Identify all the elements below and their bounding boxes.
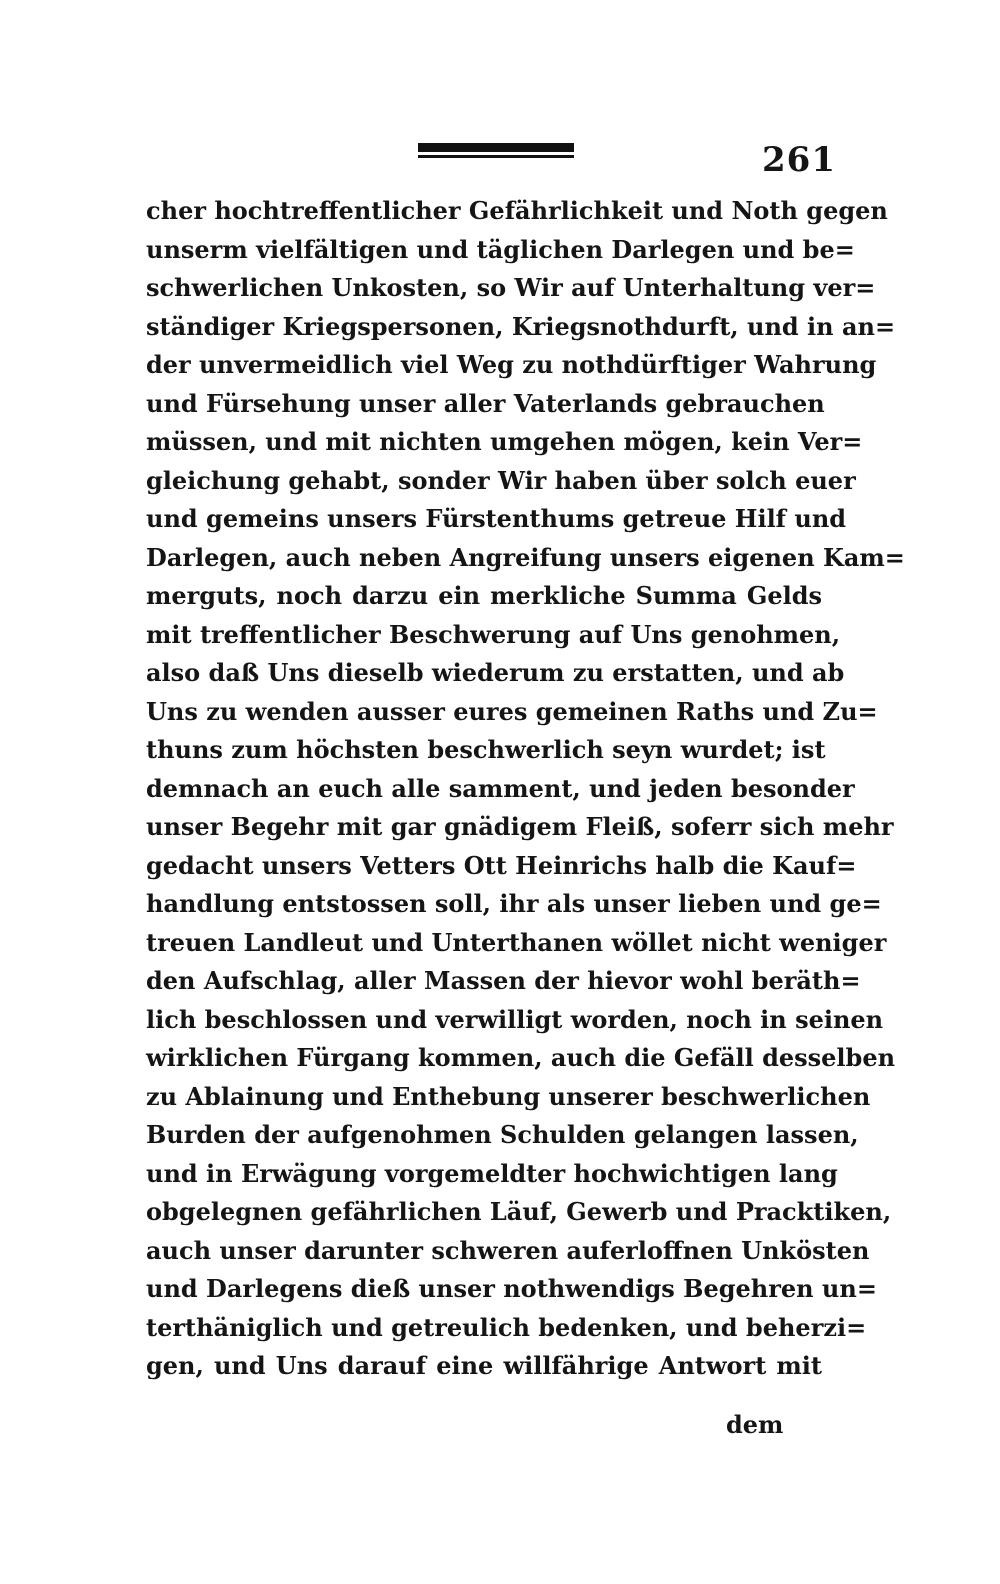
- text-line: handlung entstossen soll, ihr als unser lieben und ge=: [146, 889, 882, 918]
- text-line: terthäniglich und getreulich bedenken, und beherzi=: [146, 1312, 867, 1342]
- text-line: treuen Landleut und Unterthanen wöllet nicht weniger: [146, 927, 887, 957]
- text-line: gleichung gehabt, sonder Wir haben über solch euer: [146, 465, 856, 495]
- text-line: zu Ablainung und Enthebung unserer beschwerlichen: [146, 1081, 871, 1111]
- header-rule-thin: [418, 155, 574, 158]
- text-line: also daß Uns dieselb wiederum zu erstatten, und ab: [146, 658, 845, 687]
- text-line: und Fürsehung unser aller Vaterlands gebrauchen: [146, 388, 825, 418]
- text-line: merguts, noch darzu ein merkliche Summa Gelds: [146, 581, 822, 610]
- text-line: Darlegen, auch neben Angreifung unsers eigenen Kam=: [146, 542, 905, 572]
- body-text: [146, 192, 905, 1386]
- text-line: thuns zum höchsten beschwerlich seyn wurdet; ist: [146, 735, 826, 764]
- page-number: 261: [762, 140, 836, 180]
- text-line: und Darlegens dieß unser nothwendigs Begehren un=: [146, 1274, 877, 1303]
- text-line: obgelegnen gefährlichen Läuf, Gewerb und Pracktiken,: [146, 1197, 892, 1226]
- text-line: den Aufschlag, aller Massen der hievor wohl beräth=: [146, 966, 861, 995]
- text-line: gen, und Uns darauf eine willfährige Antwort mit: [146, 1351, 822, 1380]
- text-line: der unvermeidlich viel Weg zu nothdürftiger Wahrung: [146, 350, 877, 379]
- text-line: Uns zu wenden ausser eures gemeinen Raths und Zu=: [146, 696, 878, 726]
- text-line: und gemeins unsers Fürstenthums getreue Hilf und: [146, 504, 847, 533]
- text-line: ständiger Kriegspersonen, Kriegsnothdurft, und in an=: [146, 311, 896, 341]
- text-line: schwerlichen Unkosten, so Wir auf Unterhaltung ver=: [146, 273, 876, 302]
- text-line: wirklichen Fürgang kommen, auch die Gefäll desselben: [146, 1043, 896, 1072]
- text-line: mit treffentlicher Beschwerung auf Uns genohmen,: [146, 619, 841, 649]
- text-line: demnach an euch alle samment, und jeden besonder: [146, 773, 855, 803]
- text-line: und in Erwägung vorgemeldter hochwichtigen lang: [146, 1158, 838, 1188]
- text-line: cher hochtreffentlicher Gefährlichkeit und Noth gegen: [146, 196, 888, 225]
- text-line: Burden der aufgenohmen Schulden gelangen lassen,: [146, 1120, 859, 1149]
- text-line: gedacht unsers Vetters Ott Heinrichs halb die Kauf=: [146, 850, 857, 880]
- text-line: müssen, und mit nichten umgehen mögen, kein Ver=: [146, 427, 863, 456]
- header-rule-thick: [418, 143, 574, 152]
- text-line: lich beschlossen und verwilligt worden, noch in seinen: [146, 1004, 884, 1034]
- text-line: auch unser darunter schweren auferloffnen Unkösten: [146, 1235, 870, 1265]
- text-line: unser Begehr mit gar gnädigem Fleiß, soferr sich mehr: [146, 812, 894, 841]
- text-line: unserm vielfältigen und täglichen Darlegen und be=: [146, 234, 855, 264]
- catchword: dem: [726, 1410, 784, 1439]
- header-rule: [418, 143, 574, 161]
